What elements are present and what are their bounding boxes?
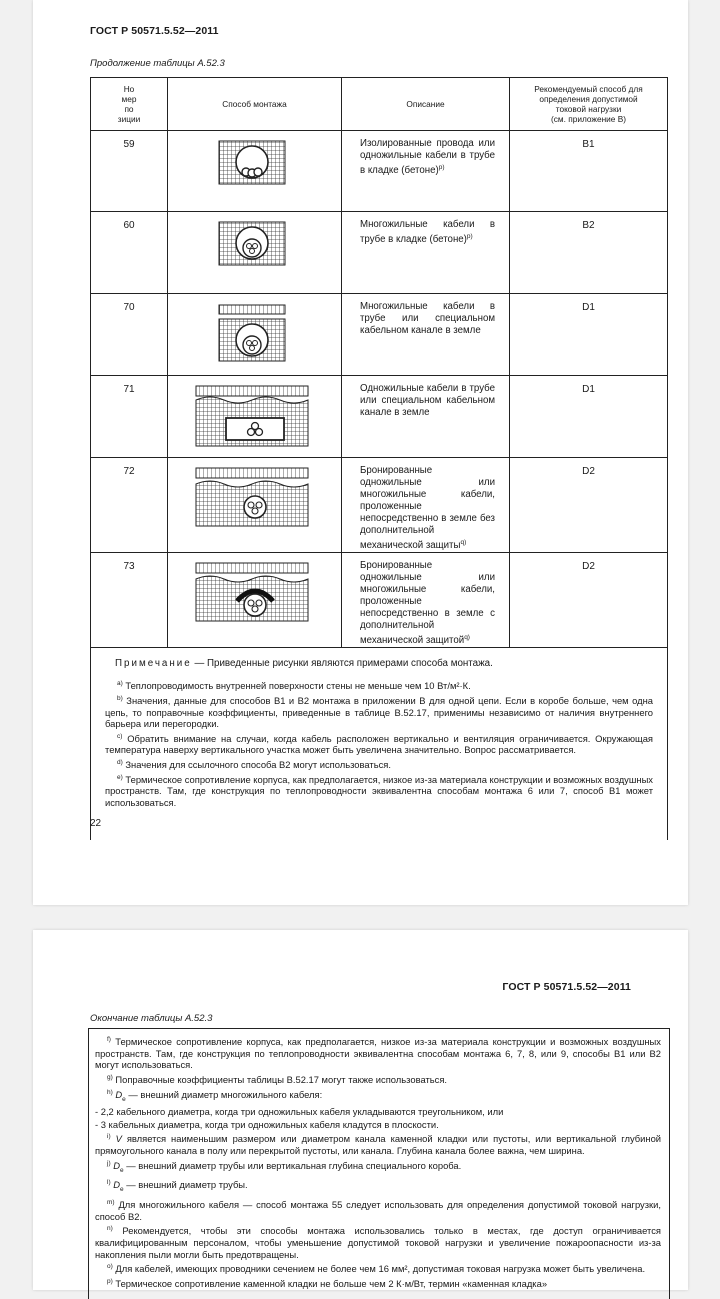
conduit-in-ground-icon bbox=[168, 294, 342, 376]
header-number: Но мер по зиции bbox=[91, 78, 168, 131]
buried-cable-icon bbox=[168, 458, 342, 553]
row-reference-method: D2 bbox=[510, 553, 668, 648]
footnote-p: $^{р)}$ Термическое сопротивление каменной кладки не больше чем 2 К·м/Вт, термин «каменная кладка» bbox=[107, 1277, 548, 1289]
row-reference-method: D2 bbox=[510, 458, 668, 553]
footnote-b: $^{b)}$ Значения, данные для способов B1 и B2 монтажа в приложении В для одной цепи. Если в коробе больше, чем одна цепь, то поправочные коэффициенты, приведенные в таблице В.52.17, применимы независимо от наличия внутреннего барьера или перегородки. bbox=[105, 694, 653, 730]
footnote-d: $^{d)}$ Значения для ссылочного способа В2 могут использоваться. bbox=[117, 759, 391, 771]
table-notes bbox=[91, 648, 668, 840]
row-number: 73 bbox=[91, 553, 168, 648]
duct-in-ground-icon bbox=[168, 376, 342, 458]
table-notes-row bbox=[91, 648, 668, 840]
footnote-m: $^{m)}$ Для многожильного кабеля — способ монтажа 55 следует использовать для определения допустимой токовой нагрузки, способ В2. bbox=[95, 1198, 661, 1222]
installation-methods-table bbox=[90, 77, 668, 840]
footnote-l: $^{l)}$ $D_e$ — внешний диаметр трубы. bbox=[107, 1179, 248, 1194]
row-description: Бронированные одножильные или многожильные кабели, проложенные непосредственно в земле без дополнительной механической защиты$^{q)}$ bbox=[342, 458, 510, 553]
footnote-n: $^{n)}$ Рекомендуется, чтобы эти способы монтажа использовались только в местах, где доступ ограничивается квалифицированным персоналом, чтобы уменьшение допустимой токовой нагрузки и увеличение пожароопасности из-за накопления пыли могли быть предотвращены. bbox=[95, 1225, 662, 1260]
conduit-in-masonry-icon bbox=[168, 131, 342, 212]
note-primechanie: Примечание — Приведенные рисунки являются примерами способа монтажа. bbox=[115, 658, 493, 670]
row-number: 71 bbox=[91, 376, 168, 458]
row-description: Одножильные кабели в трубе или специальном кабельном канале в земле bbox=[342, 376, 510, 458]
table-caption: Окончание таблицы А.52.3 bbox=[90, 1013, 213, 1024]
header-description: Описание bbox=[342, 78, 510, 131]
table-header-row bbox=[91, 78, 668, 131]
table-row bbox=[91, 553, 668, 648]
conduit-multicore-masonry-icon bbox=[168, 212, 342, 294]
table-row bbox=[91, 376, 668, 458]
table-caption: Продолжение таблицы А.52.3 bbox=[90, 58, 225, 69]
row-number: 60 bbox=[91, 212, 168, 294]
footnote-h: $^{h)}$ $D_e$ — внешний диаметр многожильного кабеля: bbox=[107, 1088, 323, 1103]
footnote-j: $^{j)}$ $D_e$ — внешний диаметр трубы или вертикальная глубина специального короба. bbox=[107, 1159, 462, 1174]
header-method-image: Способ монтажа bbox=[168, 78, 342, 131]
row-reference-method: D1 bbox=[510, 376, 668, 458]
footnote-o: $^{о)}$ Для кабелей, имеющих проводники сечением не более чем 16 мм², допустимая токовая нагрузка может быть увеличена. bbox=[107, 1263, 646, 1275]
table-notes-continued bbox=[95, 1034, 661, 1291]
row-number: 59 bbox=[91, 131, 168, 212]
page-header: ГОСТ Р 50571.5.52—2011 bbox=[502, 981, 631, 993]
document-page-2 bbox=[33, 930, 688, 1290]
row-reference-method: B2 bbox=[510, 212, 668, 294]
footnote-i: $^{i)}$ V является наименьшим размером или диаметром канала каменной кладки или пустоты, или вертикальной глубиной прямоугольного канала в полу или перекрытой пустоты, или канала. Глубина канала более важна, чем ширина. bbox=[95, 1133, 662, 1157]
row-description: Изолированные провода или одножильные кабели в трубе в кладке (бетоне)$^{р)}$ bbox=[342, 131, 510, 212]
page-header: ГОСТ Р 50571.5.52—2011 bbox=[90, 25, 219, 37]
row-description: Многожильные кабели в трубе или специальном кабельном канале в земле bbox=[342, 294, 510, 376]
document-page-1 bbox=[33, 0, 688, 905]
footnote-h-item-1: - 2,2 кабельного диаметра, когда три одножильных кабеля укладываются треугольником, или bbox=[95, 1106, 504, 1118]
page-number: 22 bbox=[90, 818, 102, 829]
table-row bbox=[91, 212, 668, 294]
header-reference-method: Рекомендуемый способ для определения допустимой токовой нагрузки (см. приложение В) bbox=[510, 78, 668, 131]
row-reference-method: B1 bbox=[510, 131, 668, 212]
table-row bbox=[91, 131, 668, 212]
footnote-e: $^{е)}$ Термическое сопротивление корпуса, как предполагается, низкое из-за материала конструкции и возможных воздушных пространств. Там, где конструкция по теплопроводности эквивалентна способам монтажа 6 или 7, способ В1 может использоваться. bbox=[105, 773, 653, 809]
table-row bbox=[91, 294, 668, 376]
table-row bbox=[91, 458, 668, 553]
footnote-f: $^{f)}$ Термическое сопротивление корпуса, как предполагается, низкое из-за материала конструкции и возможных воздушных пространств. Там, где конструкция по теплопроводности эквивалентна способам монтажа 6, 7, 8, или 9, способы B1 или B2 могут использоваться. bbox=[95, 1036, 661, 1071]
footnote-c: $^{с)}$ Обратить внимание на случаи, когда кабель расположен вертикально и вентиляция ограничивается. Окружающая температура наверху вертикального участка может быть увеличена значительно. Вопрос рассматривается. bbox=[105, 732, 653, 756]
row-number: 70 bbox=[91, 294, 168, 376]
row-description: Бронированные одножильные или многожильные кабели, проложенные непосредственно в земле с дополнительной механической защитой$^{q)}$ bbox=[342, 553, 510, 648]
row-number: 72 bbox=[91, 458, 168, 553]
row-description: Многожильные кабели в трубе в кладке (бетоне)$^{р)}$ bbox=[342, 212, 510, 294]
row-reference-method: D1 bbox=[510, 294, 668, 376]
footnote-g: $^{g)}$ Поправочные коэффициенты таблицы В.52.17 могут также использоваться. bbox=[107, 1073, 448, 1086]
footnote-h-item-2: - 3 кабельных диаметра, когда три одножильных кабеля кладутся в плоскости. bbox=[95, 1118, 439, 1130]
buried-cable-protected-icon bbox=[168, 553, 342, 648]
footnote-a: $^{а)}$ Теплопроводимость внутренней поверхности стены не меньше чем 10 Вт/м²·К. bbox=[117, 680, 471, 692]
